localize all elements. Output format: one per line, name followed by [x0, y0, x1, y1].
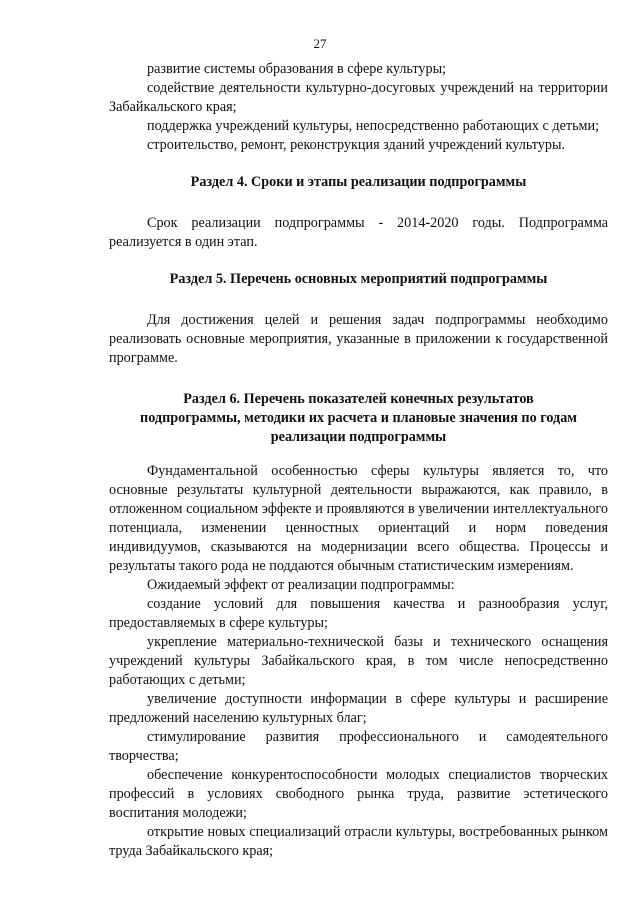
top-item-1: развитие системы образования в сфере культуры;	[147, 61, 447, 77]
effect-item-4: стимулирование развития профессионального и самодеятельного творчества;	[109, 729, 608, 764]
section-6-paragraph-1: Фундаментальной особенностью сферы культуры является то, что основные результаты культурной деятельности выражаются, как правило, в отложенном социальном эффекте и проявляются в увеличении интеллектуального потенциала, изменении ценностных ориентаций и норм поведения индивидуумов, сказываются на модернизации всего общества. Процессы и результаты такого рода не поддаются обычным статистическим измерениям.	[109, 463, 608, 574]
section-4-heading: Раздел 4. Сроки и этапы реализации подпрограммы	[190, 174, 527, 190]
effect-item-6: открытие новых специализаций отрасли культуры, востребованных рынком труда Забайкальского края;	[109, 824, 608, 859]
page-number: 27	[313, 36, 327, 51]
section-5-heading: Раздел 5. Перечень основных мероприятий подпрограммы	[169, 271, 548, 287]
top-item-4: строительство, ремонт, реконструкция зданий учреждений культуры.	[147, 137, 566, 153]
section-6-paragraph-2: Ожидаемый эффект от реализации подпрограммы:	[147, 577, 455, 593]
section-6-heading	[109, 390, 608, 447]
effect-item-1: создание условий для повышения качества и разнообразия услуг, предоставляемых в сфере культуры;	[109, 596, 608, 631]
section-6-heading-line-1: Раздел 6. Перечень показателей конечных результатов	[183, 391, 534, 407]
effect-item-3: увеличение доступности информации в сфере культуры и расширение предложений населению культурных благ;	[109, 691, 608, 726]
top-item-2: содействие деятельности культурно-досуговых учреждений на территории Забайкальского края;	[109, 80, 608, 115]
section-5-text: Для достижения целей и решения задач подпрограммы необходимо реализовать основные мероприятия, указанные в приложении к государственной программе.	[109, 312, 608, 366]
effect-item-2: укрепление материально-технической базы и технического оснащения учреждений культуры Забайкальского края, в том числе непосредственно работающих с детьми;	[109, 634, 608, 688]
effect-item-5: обеспечение конкурентоспособности молодых специалистов творческих профессий в условиях свободного рынка труда, развитие эстетического воспитания молодежи;	[109, 767, 608, 821]
section-6-heading-line-2: подпрограммы, методики их расчета и плановые значения по годам	[140, 410, 577, 426]
top-item-3: поддержка учреждений культуры, непосредственно работающих с детьми;	[147, 118, 600, 134]
page-content	[109, 60, 608, 861]
section-4-text: Срок реализации подпрограммы - 2014-2020 годы. Подпрограмма реализуется в один этап.	[109, 215, 608, 250]
section-6-heading-line-3: реализации подпрограммы	[270, 429, 447, 445]
